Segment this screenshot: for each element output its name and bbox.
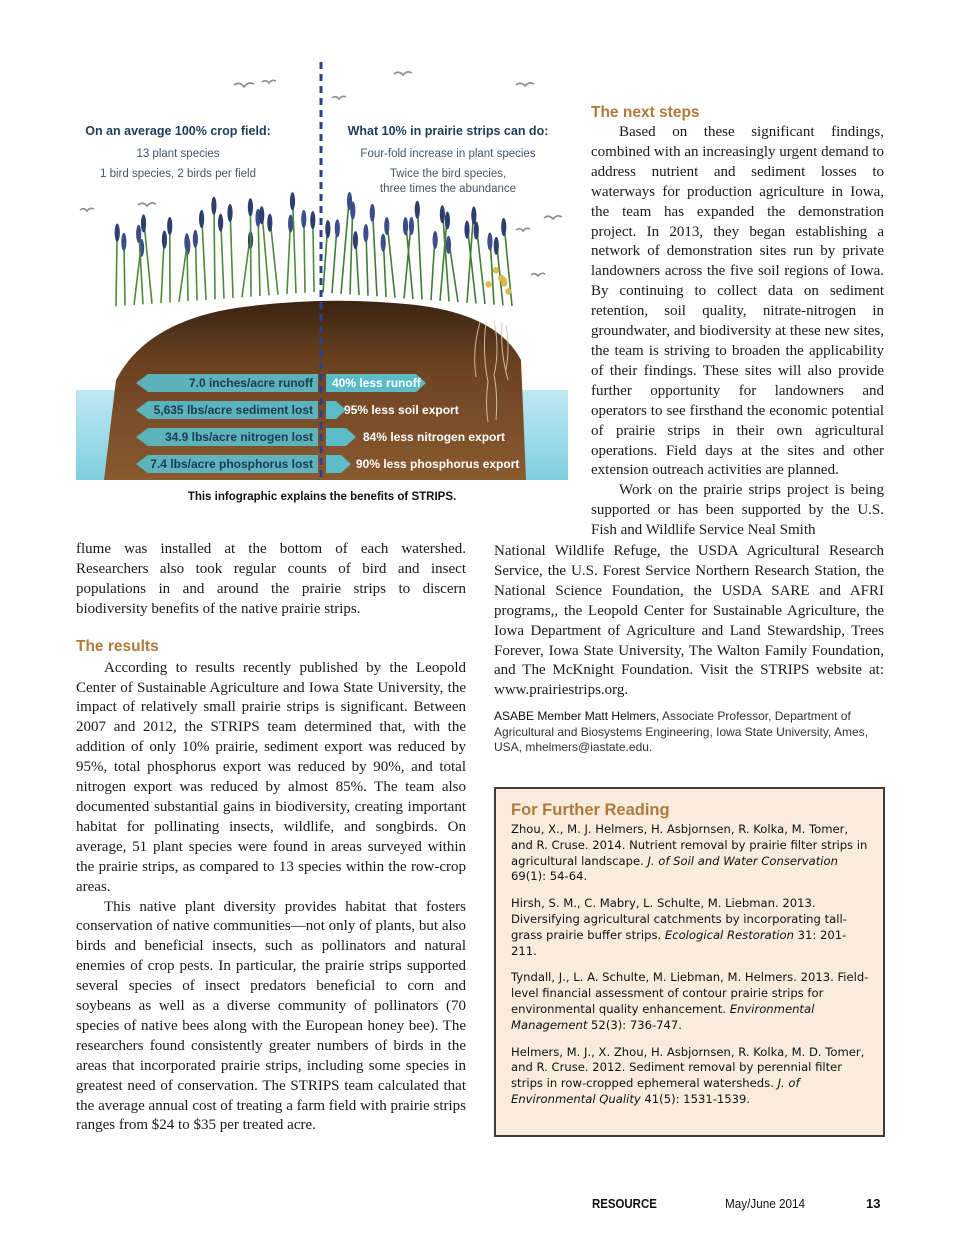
left-heading: On an average 100% crop field: bbox=[85, 124, 271, 138]
left-arrow-label-1: 7.0 inches/acre runoff bbox=[188, 376, 313, 390]
reference-2-journal: Ecological Restoration bbox=[664, 927, 794, 942]
results-paragraph-2: This native plant diversity provides habitat that fosters conservation of native communities—not only of plants, but also birds and beneficial insects, such as pollinators and natural enemies of crop pests. In particular, the prairie strips supported several species of insect predators beneficial to corn and soybeans as well as a diverse community of pollinators (70 species of native bees along with the European honey bee). The researchers found consistently greater numbers of birds in the areas that incorporated prairie strips, including some species in greatest need of conservation. The STRIPS team calculated that the average annual cost of treating a farm field with prairie strips ranges from $24 to $35 per treated acre. bbox=[76, 898, 466, 1134]
right-arrow-label-1: 40% less runoff bbox=[332, 376, 421, 390]
right-column-bottom bbox=[494, 542, 884, 756]
reference-1: Zhou, X., M. J. Helmers, H. Asbjornsen, R. Kolka, M. Tomer, and R. Cruse. 2014. Nutrient removal by prairie filter strips in agricultural landscape. J. of Soil and Water Conservation 69(1): 54-64. bbox=[511, 822, 868, 884]
left-line-2: 1 bird species, 2 birds per field bbox=[100, 168, 256, 180]
right-arrow-label-3: 84% less nitrogen export bbox=[363, 430, 506, 444]
next-steps-paragraph-2-start: Work on the prairie strips project is being supported or has been supported by the U.S. Fish and Wildlife Service Neal Smith bbox=[591, 482, 884, 539]
left-column bbox=[76, 540, 466, 1136]
right-heading: What 10% in prairie strips can do: bbox=[347, 124, 549, 138]
author-bio bbox=[494, 709, 884, 756]
left-line-1: 13 plant species bbox=[136, 148, 220, 160]
results-heading: The results bbox=[76, 637, 159, 655]
author-affiliation: Associate Professor, Department of Agricultural and Biosystems Engineering, Iowa State University, Ames, USA, mhelmers@iastate.edu. bbox=[494, 709, 868, 755]
footer-magazine-name: RESOURCE bbox=[592, 1196, 657, 1211]
right-column-top bbox=[591, 104, 884, 541]
page-number: 13 bbox=[866, 1196, 881, 1211]
infographic-caption: This infographic explains the benefits of STRIPS. bbox=[187, 491, 457, 503]
right-line-1: Four-fold increase in plant species bbox=[360, 148, 536, 160]
results-paragraph-1: According to results recently published by the Leopold Center of Sustainable Agriculture and Iowa State University, the impact of relatively small prairie strips is significant. Between 2007 and 2012, the STRIPS team determined that, with the addition of only 10% prairie, sediment export was reduced by 95%, total phosphorus export was reduced by 90%, and total nitrogen export was reduced by almost 85%. The team also documented substantial gains in biodiversity, creating important habitat for pollinating insects, wildlife, and songbirds. On average, 51 plant species were found in areas surveyed within the prairie strips, as compared to 13 species within the row-crop areas. bbox=[76, 659, 466, 895]
left-arrow-label-3: 34.9 lbs/acre nitrogen lost bbox=[164, 430, 313, 444]
left-paragraph-1: flume was installed at the bottom of each watershed. Researchers also took regular counts of bird and insect populations in and around the prairie strips to discern biodiversity benefits of the native prairie strips. bbox=[76, 541, 466, 617]
further-reading-box bbox=[494, 787, 885, 1137]
right-line-3: three times the abundance bbox=[379, 183, 517, 195]
reference-4-journal: J. of Environmental Quality bbox=[511, 1076, 800, 1106]
reference-4: Helmers, M. J., X. Zhou, H. Asbjornsen, R. Kolka, M. D. Tomer, and R. Cruse. 2012. Sediment removal by perennial filter strips in row-cropped ephemeral watersheds. J. of Environmental Quality 41(5): 1531-1539. bbox=[511, 1044, 865, 1106]
author-name: ASABE Member Matt Helmers, bbox=[494, 709, 660, 724]
left-arrow-label-2: 5,635 lbs/acre sediment lost bbox=[153, 403, 313, 417]
next-steps-paragraph-1: Based on these significant findings, combined with an increasingly urgent demand to address nutrient and sediment losses to waterways for production agriculture in Iowa, the team has expanded the demonstration project. In 2013, they began establishing a network of demonstration sites run by private landowners across the five soil regions of Iowa. By continuing to collect data on sediment retention, soil quality, nitrate-nitrogen in groundwater, and biodiversity at these new sites, the team is striving to broaden the applicability of their findings. These sites will also provide further opportunity for landowners and operators to see firsthand the economic potential of prairie strips in their own agricultural operations. Field days at the sites and other extension outreach activities are planned. bbox=[591, 124, 884, 479]
footer-issue: May/June 2014 bbox=[725, 1196, 806, 1211]
next-steps-paragraph-2-rest: National Wildlife Refuge, the USDA Agricultural Research Service, the U.S. Forest Service Northern Research Station, the National Science Foundation, the USDA SARE and AFRI programs,, the Leopold Center for Sustainable Agriculture, the Iowa Department of Agriculture and Land Stewardship, Trees Forever, Iowa State University, The Walton Family Foundation, and The McKnight Foundation. Visit the STRIPS website at: www.prairiestrips.org. bbox=[494, 543, 884, 699]
right-arrow-label-2: 95% less soil export bbox=[344, 403, 459, 417]
further-reading-title: For Further Reading bbox=[511, 801, 670, 819]
reference-2: Hirsh, S. M., C. Mabry, L. Schulte, M. Liebman. 2013. Diversifying agricultural catchments by incorporating tall-grass prairie buffer strips. Ecological Restoration 31: 201-211. bbox=[511, 896, 847, 958]
next-steps-heading: The next steps bbox=[591, 104, 700, 121]
reference-1-journal: J. of Soil and Water Conservation bbox=[647, 853, 838, 868]
right-line-2: Twice the bird species, bbox=[389, 168, 507, 180]
reference-3: Tyndall, J., L. A. Schulte, M. Liebman, M. Helmers. 2013. Field-level financial assessment of contour prairie strips for environmental quality enhancement. Environmental Management 52(3): 736-747. bbox=[511, 970, 869, 1032]
left-arrow-label-4: 7.4 lbs/acre phosphorus lost bbox=[150, 457, 313, 471]
reference-3-journal: Environmental Management bbox=[511, 1001, 815, 1032]
strips-infographic bbox=[76, 60, 568, 480]
right-arrow-label-4: 90% less phosphorus export bbox=[356, 457, 520, 471]
